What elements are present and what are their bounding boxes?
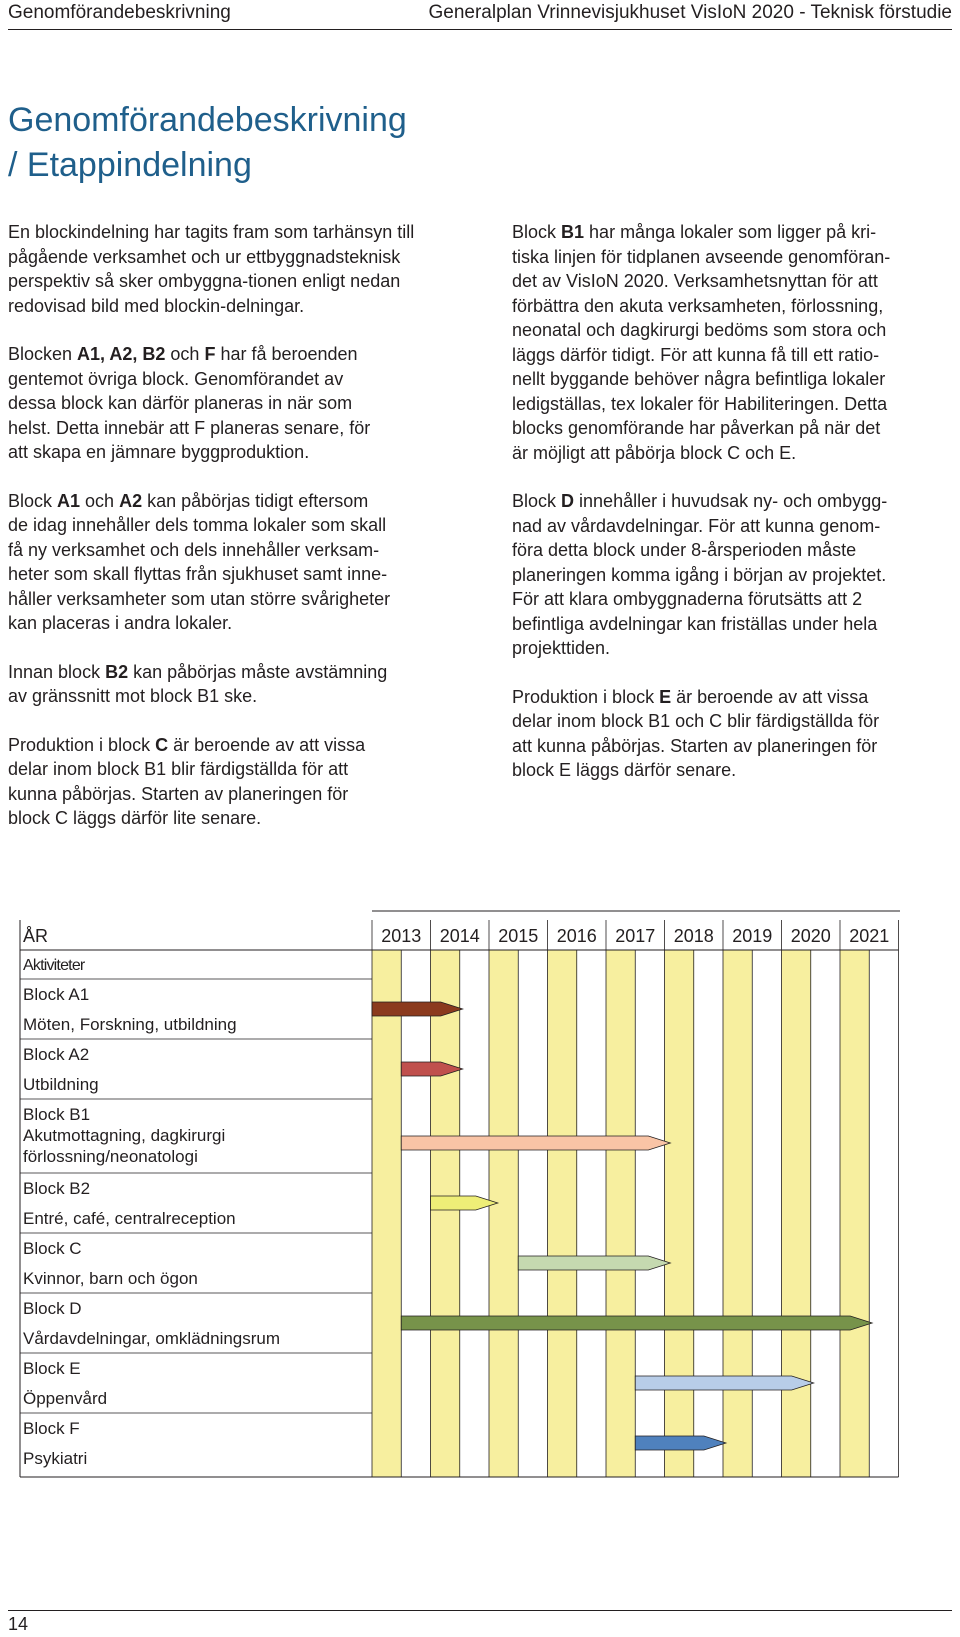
paragraph	[512, 685, 960, 783]
text-run: nad av vårdavdelningar. För att kunna genom-	[512, 515, 881, 536]
text-run: projekttiden.	[512, 638, 611, 658]
half-year-shade	[840, 950, 869, 1477]
activities-label: Aktiviteter	[23, 957, 85, 974]
text-run: helst. Detta innebär att F planeras senare, för	[8, 417, 371, 438]
text-run: byggnadsteknisk perspektiv så sker ombyggna-	[8, 246, 401, 291]
block-name: Block A2	[23, 1045, 90, 1064]
block-name: Block C	[23, 1239, 82, 1258]
block-name: Block B1	[23, 1105, 91, 1124]
gantt-bar-block-b2	[431, 1196, 498, 1210]
bold-text: D	[561, 491, 575, 511]
text-run: innehåller i huvudsak ny- och ombygg-	[574, 491, 888, 511]
paragraph	[512, 489, 960, 661]
gantt-bar-block-f	[635, 1436, 726, 1450]
text-run: Produktion i block	[8, 734, 156, 755]
year-tick-label: 2021	[849, 926, 890, 946]
bold-text: A1, A2, B2	[77, 344, 166, 364]
half-year-shade	[431, 950, 460, 1477]
bold-text: E	[659, 686, 672, 707]
text-run: få ny verksamhet och dels innehåller verksam-	[8, 539, 380, 560]
block-name: Block A1	[23, 985, 90, 1004]
text-column-right	[512, 220, 960, 807]
text-run: är möjligt att påbörja block C och E.	[512, 442, 797, 463]
half-year-shade	[665, 950, 694, 1477]
text-run: dessa block kan därför planeras in när som	[8, 393, 353, 413]
half-year-shade	[372, 950, 401, 1477]
bold-text: A1	[57, 490, 81, 511]
block-description: Entré, café, centralreception	[23, 1209, 236, 1228]
text-run: föra detta block under 8-årsperioden måste	[512, 540, 857, 560]
text-run: att skapa en jämnare byggproduktion.	[8, 442, 310, 462]
text-run: har få beroenden	[215, 344, 358, 364]
gantt-bar-block-d	[401, 1316, 872, 1330]
half-year-shade	[489, 950, 518, 1477]
text-run: Blocken	[8, 344, 78, 364]
gantt-chart	[0, 900, 960, 1600]
half-year-shade	[723, 950, 752, 1477]
block-description: Kvinnor, barn och ögon	[23, 1269, 198, 1288]
year-tick-label: 2020	[790, 926, 831, 946]
bold-text: B2	[105, 661, 129, 682]
text-run: delar inom block B1 och C blir färdigställda för	[512, 711, 880, 731]
text-run: Innan block	[8, 661, 106, 682]
text-run: tionen enligt nedan redovisad bild med blockin-	[8, 271, 401, 316]
text-run: blocks genomförande har påverkan på när det	[512, 418, 881, 438]
text-run: nellt byggande behöver några befintliga lokaler	[512, 369, 886, 389]
block-name: Block E	[23, 1359, 81, 1378]
text-run: delar inom block B1 blir färdigställda för att	[8, 759, 349, 779]
page-header	[0, 0, 960, 30]
block-description: förlossning/neonatologi	[23, 1147, 198, 1166]
year-tick-label: 2019	[732, 926, 773, 946]
gantt-bar-block-c	[518, 1256, 670, 1270]
year-tick-label: 2018	[673, 926, 714, 946]
text-run: kunna påbörjas. Starten av planeringen för	[8, 783, 349, 804]
paragraph	[512, 220, 960, 465]
text-run: hänsyn till pågående verksamhet och ur ett	[8, 222, 415, 267]
bold-text: A2	[119, 490, 143, 511]
text-run: heter som skall flyttas från sjukhuset samt inne-	[8, 564, 388, 584]
text-run: har många lokaler som ligger på kri-	[584, 222, 877, 242]
bold-text: B1	[561, 222, 585, 242]
year-tick-label: 2014	[439, 926, 480, 946]
header-rule	[8, 29, 952, 30]
text-run: Block	[512, 222, 562, 242]
text-run: Block	[512, 491, 562, 511]
text-run: att kunna påbörjas. Starten av planeringen för	[512, 735, 878, 756]
text-run: Produktion i block	[512, 686, 660, 707]
text-run: block E läggs därför senare.	[512, 760, 737, 780]
gantt-bar-block-b1	[401, 1136, 670, 1150]
text-run: planeringen komma igång i början av projektet.	[512, 564, 887, 585]
block-name: Block D	[23, 1299, 82, 1318]
text-run: delningar.	[226, 295, 305, 316]
text-run: är beroende av att vissa	[671, 686, 869, 707]
text-run: det av VisIoN 2020. Verksamhetsnyttan för att	[512, 271, 878, 291]
page-title-line-1: Genomförandebeskrivning	[8, 101, 407, 139]
block-description: Psykiatri	[23, 1449, 88, 1468]
paragraph	[8, 342, 458, 465]
page-number: 14	[8, 1614, 29, 1634]
text-run: En blockindelning har tagits fram som tar	[8, 222, 335, 242]
text-run: ledigställas, tex lokaler för Habiliteringen. Detta	[512, 393, 888, 414]
year-tick-label: 2017	[615, 926, 656, 946]
text-run: För att klara ombyggnaderna förutsätts att 2	[512, 589, 863, 609]
block-name: Block F	[23, 1419, 80, 1438]
text-column-left	[8, 220, 458, 855]
text-run: gentemot övriga block. Genomförandet av	[8, 368, 344, 389]
text-run: håller verksamheter som utan större svårigheter	[8, 588, 391, 609]
text-run: block C läggs därför lite senare.	[8, 808, 262, 828]
text-run: är beroende av att vissa	[168, 734, 366, 755]
text-run: av gränssnitt mot block B1 ske.	[8, 686, 258, 706]
half-year-shade	[782, 950, 811, 1477]
footer-rule	[8, 1610, 952, 1611]
text-run: Block	[8, 490, 58, 511]
paragraph	[8, 220, 458, 318]
text-run: kan påbörjas tidigt eftersom	[142, 490, 369, 511]
bold-text: C	[155, 734, 169, 755]
year-tick-label: 2013	[381, 926, 422, 946]
text-run: och	[80, 490, 120, 511]
text-run: de idag innehåller dels tomma lokaler som skall	[8, 515, 387, 535]
block-description: Utbildning	[23, 1075, 99, 1094]
block-name: Block B2	[23, 1179, 91, 1198]
half-year-shade	[606, 950, 635, 1477]
year-axis-label: ÅR	[23, 926, 49, 946]
paragraph	[8, 733, 458, 831]
year-tick-label: 2015	[498, 926, 539, 946]
header-section-title: Genomförandebeskrivning	[8, 2, 231, 23]
block-description: Vårdavdelningar, omklädningsrum	[23, 1329, 281, 1348]
text-run: befintliga avdelningar kan friställas under hela	[512, 613, 878, 634]
text-run: kan placeras i andra lokaler.	[8, 613, 233, 633]
text-run: kan påbörjas måste avstämning	[128, 661, 388, 682]
text-run: neonatal och dagkirurgi bedöms som stora och	[512, 320, 887, 340]
half-year-shade	[548, 950, 577, 1477]
text-run: tiska linjen för tidplanen avseende genomföran-	[512, 246, 891, 267]
block-description: Akutmottagning, dagkirurgi	[23, 1126, 226, 1145]
paragraph	[8, 489, 458, 636]
text-run: läggs därför tidigt. För att kunna få till ett ratio-	[512, 344, 880, 365]
bold-text: F	[204, 344, 216, 364]
text-run: och	[165, 344, 205, 364]
page-title	[8, 98, 407, 188]
gantt-bar-block-e	[635, 1376, 813, 1390]
page-title-line-2: / Etappindelning	[8, 146, 252, 184]
year-tick-label: 2016	[556, 926, 597, 946]
block-description: Öppenvård	[23, 1389, 108, 1408]
paragraph	[8, 660, 458, 709]
block-description: Möten, Forskning, utbildning	[23, 1015, 237, 1034]
text-run: förbättra den akuta verksamheten, förlossning,	[512, 295, 884, 316]
header-document-title: Generalplan Vrinnevisjukhuset VisIoN 2020 - Teknisk förstudie	[428, 2, 952, 23]
